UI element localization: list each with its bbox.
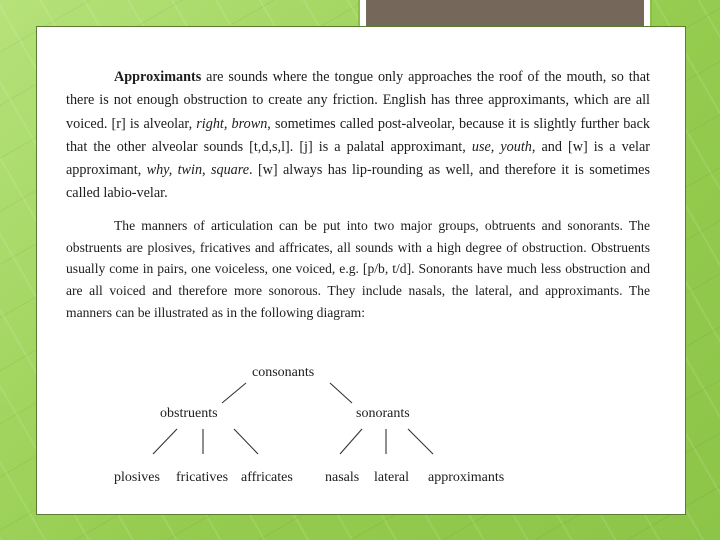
paragraph1-text-d: . [w] always has lip-rounding as well, and therefore it is sometimes called labio-velar. [66, 162, 650, 202]
edge-consonants-sonorants [330, 383, 352, 403]
node-approximants: approximants [428, 470, 505, 485]
edge-obstruents-plosives [153, 429, 177, 454]
edge-consonants-obstruents [222, 383, 246, 403]
node-consonants: consonants [252, 365, 315, 380]
term-approximants: Approximants [114, 69, 202, 85]
node-plosives: plosives [114, 470, 160, 485]
node-affricates: affricates [241, 470, 293, 485]
node-nasals: nasals [325, 470, 360, 485]
example-use-youth: use, youth [471, 138, 532, 155]
node-sonorants: sonorants [356, 406, 410, 421]
paragraph2-text: The manners of articulation can be put into two major groups, obtruents and sonorants. The obstruents are plosives, fricatives and affricates, all sounds with a high degree of obstruction. Obstruents usually come in pairs, one voiceless, one voiced, e.g. [p/b, t/d]. Sonorants have much less obstruction and are all voiced and therefore more sonorous. They include nasals, the lateral, and approximants. The manners can be illustrated as in the following diagram: [66, 218, 650, 320]
paragraph1-text-a: are sounds where the tongue only approaches the roof of the mouth, so that there is not enough obstruction to create any friction. English has three approximants, which are all voiced. [r] is alveolar, [66, 69, 650, 132]
paragraph1-text-b: , sometimes called post-alveolar, because it is slightly further back that the other alveolar sounds [t,d,s,l]. [j] is a palatal approximant, [66, 115, 650, 155]
node-fricatives: fricatives [176, 470, 229, 485]
paragraph1-text-c: , and [w] is a velar approximant, [66, 138, 651, 179]
node-obstruents: obstruents [160, 406, 218, 421]
edge-sonorants-approximants [408, 429, 433, 454]
edge-obstruents-affricates [234, 429, 258, 454]
edge-sonorants-nasals [340, 429, 362, 454]
example-why-twin-square: why, twin, square [146, 162, 250, 179]
example-right-brown: right, brown [196, 115, 268, 132]
node-lateral: lateral [374, 470, 409, 485]
